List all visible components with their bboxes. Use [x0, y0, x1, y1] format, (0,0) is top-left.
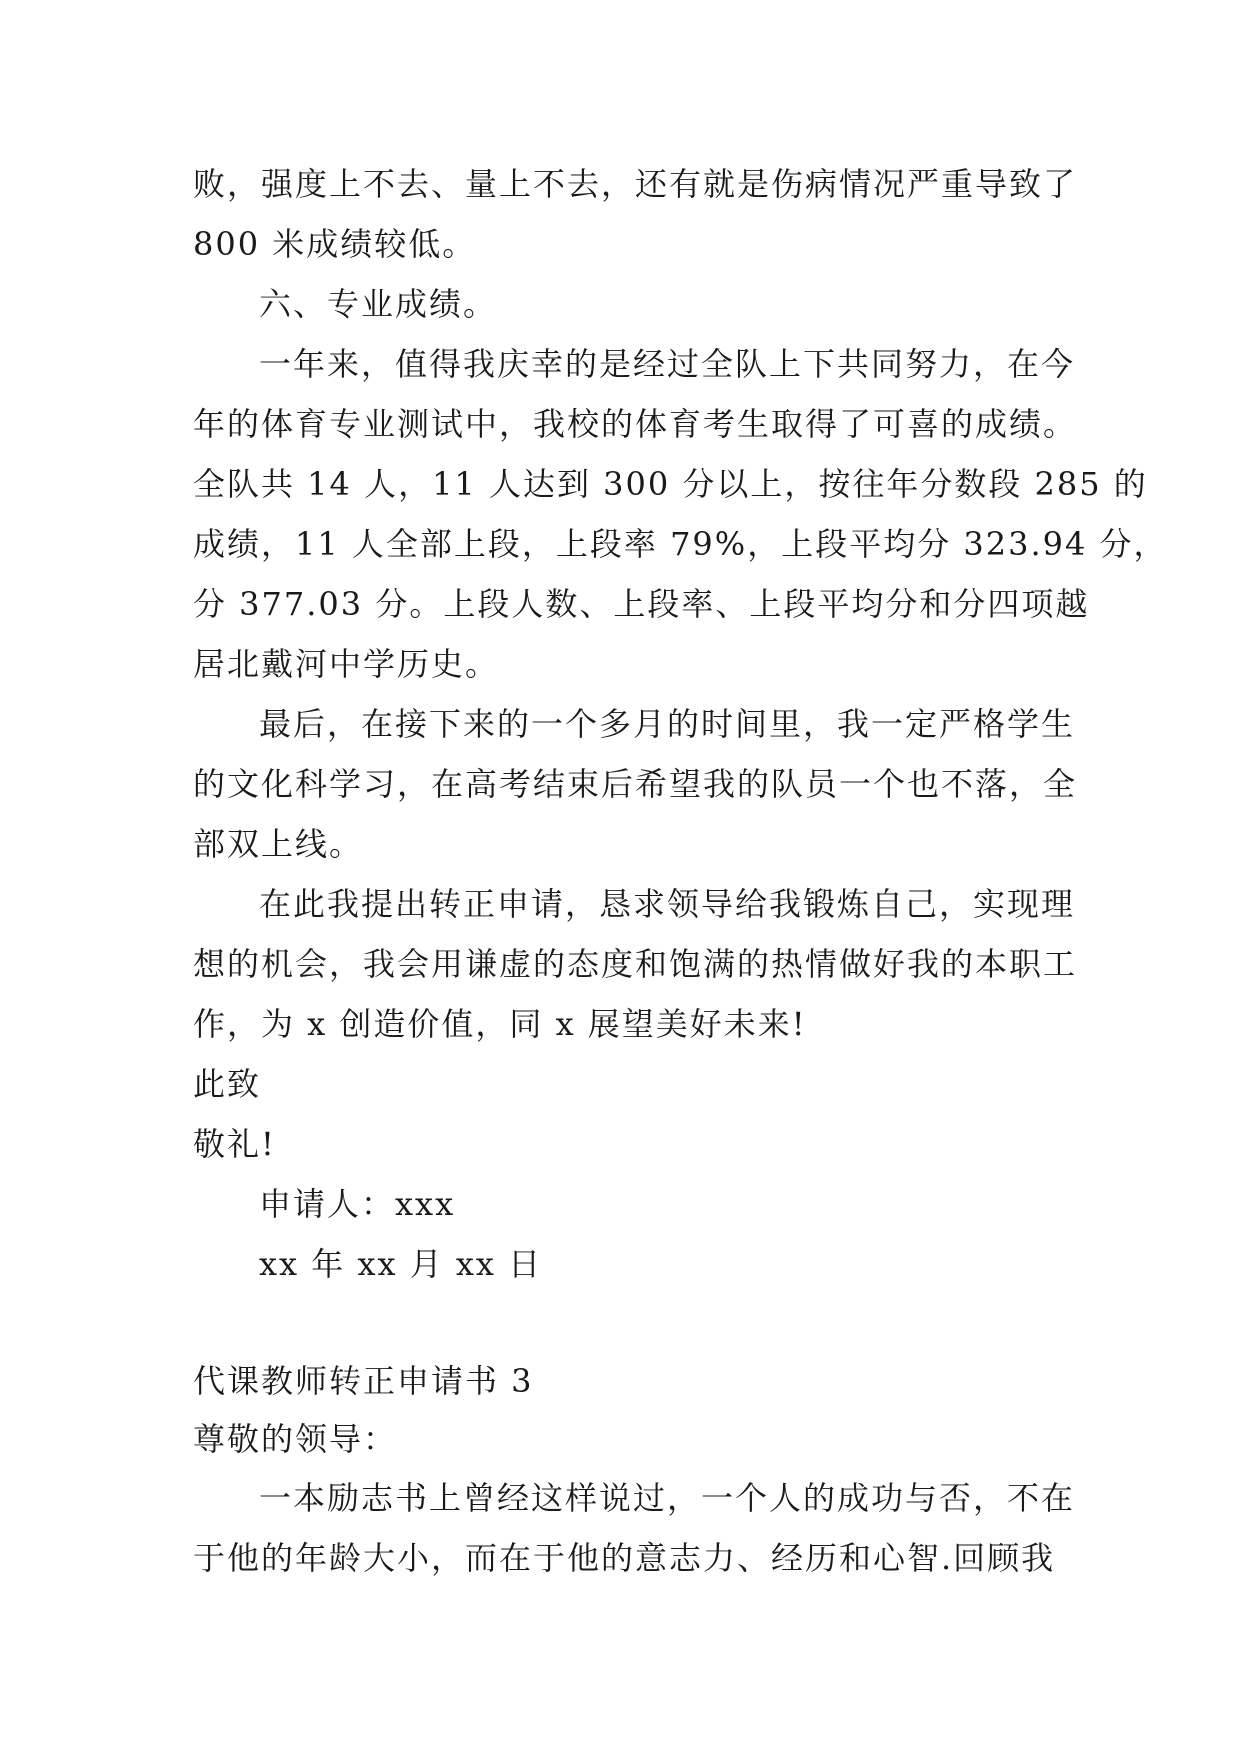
date-line: xx 年 xx 月 xx 日 [259, 1245, 543, 1283]
closing-salutation: 敬礼! [193, 1125, 276, 1163]
paragraph-line: 的文化科学习，在高考结束后希望我的队员一个也不落，全 [193, 765, 1078, 803]
document-body [193, 154, 1168, 1588]
paragraph-line: 全队共 14 人，11 人达到 300 分以上，按往年分数段 285 的 [193, 465, 1148, 503]
paragraph-line: 成绩，11 人全部上段，上段率 79%，上段平均分 323.94 分， [193, 525, 1168, 563]
document-title: 代课教师转正申请书 3 [193, 1362, 534, 1400]
paragraph-line: 部双上线。 [193, 825, 364, 863]
paragraph-line: 居北戴河中学历史。 [193, 645, 500, 683]
spacer [193, 1294, 1053, 1352]
section-heading: 六、专业成绩。 [259, 285, 498, 323]
paragraph-line: 一年来，值得我庆幸的是经过全队上下共同努力，在今 [259, 345, 1076, 383]
paragraph-line: 于他的年龄大小，而在于他的意志力、经历和心智.回顾我 [193, 1539, 1056, 1577]
paragraph-line: 败，强度上不去、量上不去，还有就是伤病情况严重导致了 [193, 165, 1078, 203]
greeting: 尊敬的领导： [193, 1420, 398, 1458]
applicant-signature: 申请人：xxx [259, 1185, 456, 1223]
paragraph-line: 想的机会，我会用谦虚的态度和饱满的热情做好我的本职工 [193, 945, 1078, 983]
paragraph-line: 分 377.03 分。上段人数、上段率、上段平均分和分四项越 [193, 585, 1090, 623]
paragraph-line: 一本励志书上曾经这样说过，一个人的成功与否，不在 [259, 1479, 1076, 1517]
paragraph-line: 年的体育专业测试中，我校的体育考生取得了可喜的成绩。 [193, 405, 1078, 443]
closing-salutation: 此致 [193, 1065, 262, 1103]
paragraph-line: 最后，在接下来的一个多月的时间里，我一定严格学生 [259, 705, 1076, 743]
paragraph-line: 作，为 x 创造价值，同 x 展望美好未来! [193, 1005, 807, 1043]
paragraph-line: 在此我提出转正申请，恳求领导给我锻炼自己，实现理 [259, 885, 1076, 923]
paragraph-line: 800 米成绩较低。 [193, 225, 477, 263]
